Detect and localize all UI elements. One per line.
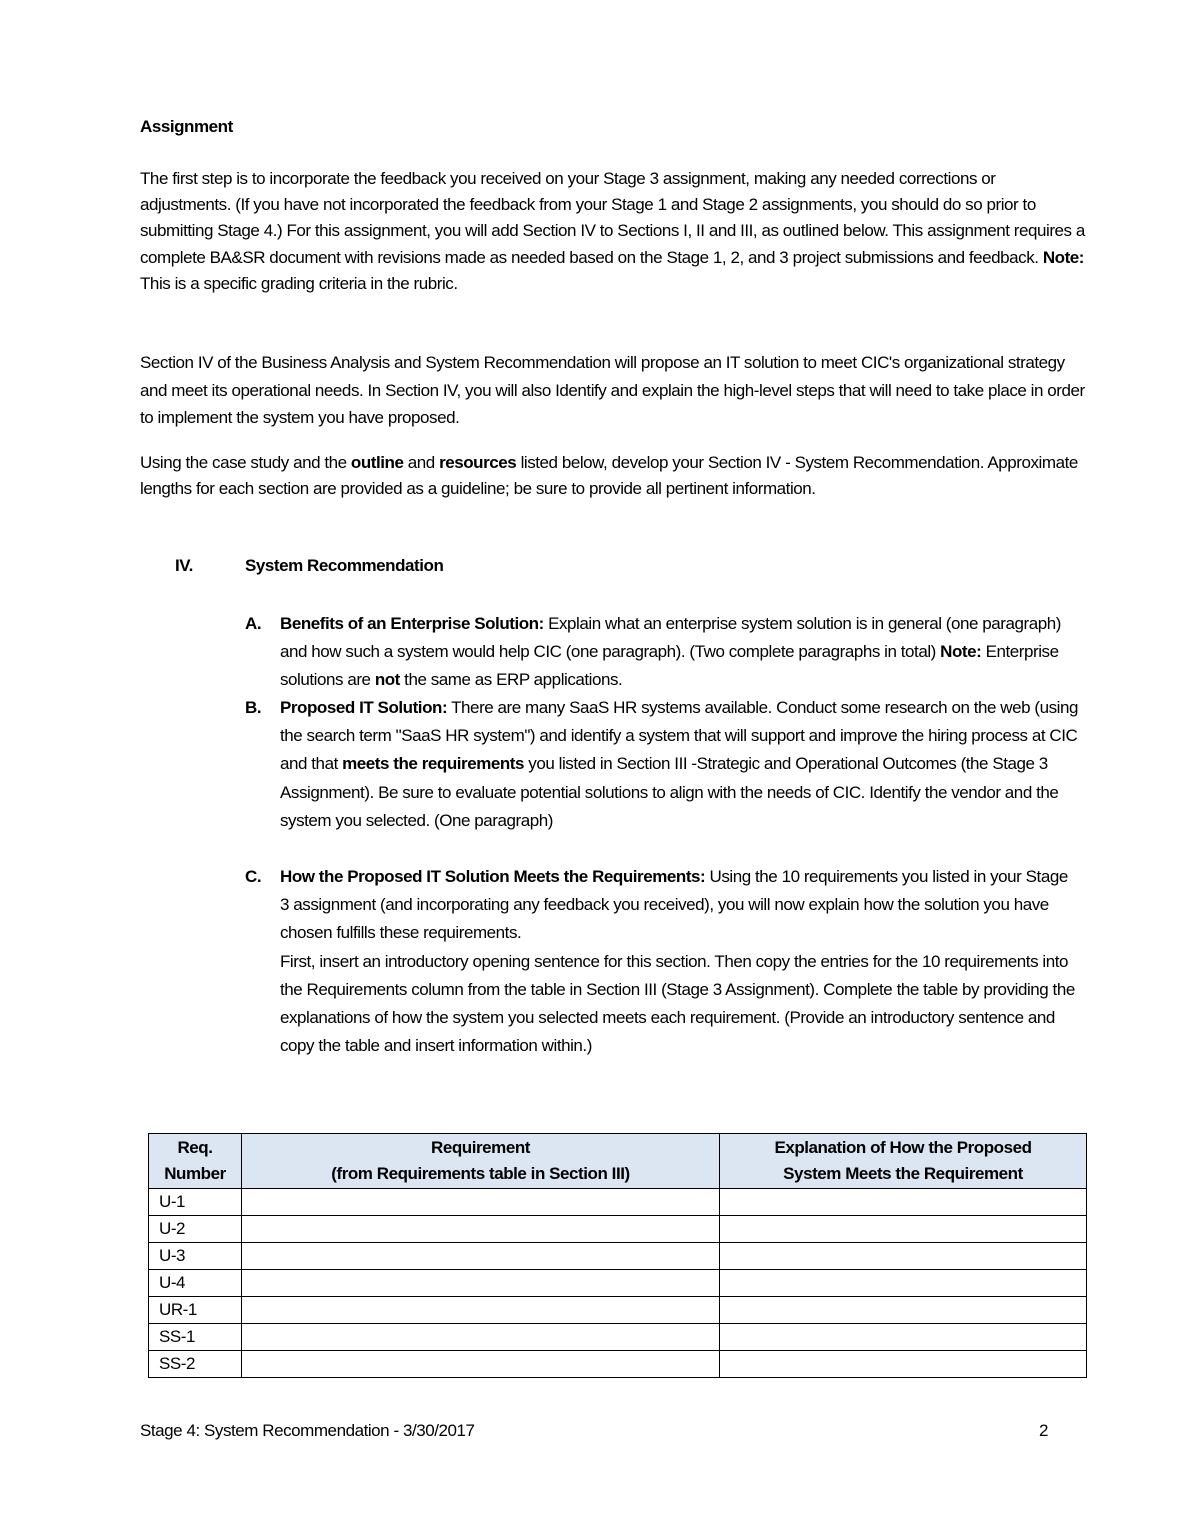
header-line: Requirement <box>431 1138 530 1157</box>
note-label: Note: <box>940 642 982 662</box>
header-line: System Meets the Requirement <box>783 1164 1023 1183</box>
table-row <box>149 1270 1087 1297</box>
requirement-cell[interactable] <box>242 1297 720 1324</box>
req-number-cell: U-4 <box>149 1270 242 1297</box>
header-line: Number <box>164 1164 226 1183</box>
text: and <box>403 453 440 472</box>
text: Using the case study and the <box>140 453 351 472</box>
requirement-cell[interactable] <box>242 1270 720 1297</box>
requirement-cell[interactable] <box>242 1324 720 1351</box>
item-title: How the Proposed IT Solution Meets the Requirements: <box>280 867 706 886</box>
requirement-cell[interactable] <box>242 1189 720 1216</box>
text: listed below, develop your Section IV - System Recommendation. Approximate lengths for each section are provided as a guideline; be sure to provide all pertinent information. <box>140 453 1078 499</box>
header-line: Explanation of How the Proposed <box>774 1138 1032 1157</box>
req-number-cell: U-1 <box>149 1189 242 1216</box>
table-header-row <box>149 1134 1087 1189</box>
table-row <box>149 1216 1087 1243</box>
list-letter: C. <box>245 867 262 886</box>
section-number: IV. <box>175 556 193 575</box>
column-header-req-number <box>149 1134 242 1189</box>
intro-text-end: This is a specific grading criteria in the rubric. <box>140 273 458 293</box>
requirement-cell[interactable] <box>242 1351 720 1378</box>
list-item-a <box>245 610 1080 695</box>
note-label: Note: <box>1042 247 1085 267</box>
header-line: Req. <box>177 1138 213 1157</box>
item-text: Using the 10 requirements you listed in your Stage 3 assignment (and incorporating any feedback you received), you will now explain how the solution you have chosen fulfills these requirements. <box>280 867 1068 943</box>
item-text: Enterprise solutions are <box>280 642 1059 690</box>
req-number-cell: UR-1 <box>149 1297 242 1324</box>
page-number: 2 <box>1039 1421 1049 1440</box>
explanation-cell[interactable] <box>720 1324 1087 1351</box>
table-row <box>149 1351 1087 1378</box>
table-row <box>149 1189 1087 1216</box>
resources-bold: resources <box>439 453 517 472</box>
table-row <box>149 1297 1087 1324</box>
intro-text: The first step is to incorporate the feedback you received on your Stage 3 assignment, making any needed corrections or adjustments. (If you have not incorporated the feedback from your Stage 1 and Stage 2 assignments, you should do so prior to submitting Stage 4.) For this assignment, you will add Section IV to Sections I, II and III, as outlined below. This assignment requires a complete BA&SR document with revisions made as needed based on the Stage 1, 2, and 3 project submissions and feedback. <box>140 169 1085 267</box>
requirement-cell[interactable] <box>242 1216 720 1243</box>
list-item-b <box>245 694 1080 835</box>
column-header-requirement <box>242 1134 720 1189</box>
column-header-explanation <box>720 1134 1087 1189</box>
item-text: the same as ERP applications. <box>399 670 623 690</box>
footer-title: Stage 4: System Recommendation - 3/30/2017 <box>140 1421 475 1440</box>
req-number-cell: SS-2 <box>149 1351 242 1378</box>
list-item-c <box>245 863 1080 1060</box>
item-title: Benefits of an Enterprise Solution: <box>280 614 544 633</box>
explanation-cell[interactable] <box>720 1270 1087 1297</box>
explanation-cell[interactable] <box>720 1189 1087 1216</box>
item-text: There are many SaaS HR systems available. Conduct some research on the web (using the search term "SaaS HR system") and identify a system that will support and improve the hiring process at CIC and that <box>280 698 1078 774</box>
section-iv-description: Section IV of the Business Analysis and System Recommendation will propose an IT solution to meet CIC's organizational strategy and meet its operational needs. In Section IV, you will also Identify and explain the high-level steps that will need to take place in order to implement the system you have proposed. <box>140 353 1085 428</box>
item-text: First, insert an introductory opening sentence for this section. Then copy the entries for the 10 requirements into the Requirements column from the table in Section III (Stage 3 Assignment). Complete the table by providing the explanations of how the system you selected meets each requirement. (Provide an introductory sentence and copy the table and insert information within.) <box>280 951 1075 1056</box>
list-letter: B. <box>245 698 262 717</box>
req-number-cell: U-3 <box>149 1243 242 1270</box>
table-row <box>149 1243 1087 1270</box>
explanation-cell[interactable] <box>720 1351 1087 1378</box>
item-text: you listed in Section III -Strategic and Operational Outcomes (the Stage 3 Assignment). Be sure to evaluate potential solutions to align with the needs of CIC. Identify the vendor and the system you selected. (One paragraph) <box>280 754 1059 830</box>
explanation-cell[interactable] <box>720 1297 1087 1324</box>
explanation-cell[interactable] <box>720 1243 1087 1270</box>
item-text: Explain what an enterprise system solution is in general (one paragraph) and how such a system would help CIC (one paragraph). (Two complete paragraphs in total) <box>280 614 1061 662</box>
meets-requirements-bold: meets the requirements <box>342 754 525 774</box>
header-line: (from Requirements table in Section III) <box>331 1164 630 1183</box>
table-row <box>149 1324 1087 1351</box>
req-number-cell: SS-1 <box>149 1324 242 1351</box>
explanation-cell[interactable] <box>720 1216 1087 1243</box>
assignment-heading: Assignment <box>140 117 233 136</box>
req-number-cell: U-2 <box>149 1216 242 1243</box>
intro-paragraph <box>140 166 1085 297</box>
requirement-cell[interactable] <box>242 1243 720 1270</box>
list-letter: A. <box>245 614 262 633</box>
case-study-paragraph <box>140 450 1085 502</box>
outline-bold: outline <box>350 453 404 472</box>
section-title: System Recommendation <box>245 556 444 575</box>
item-title: Proposed IT Solution: <box>280 698 448 717</box>
not-bold: not <box>374 670 400 690</box>
requirements-table <box>148 1133 1087 1378</box>
